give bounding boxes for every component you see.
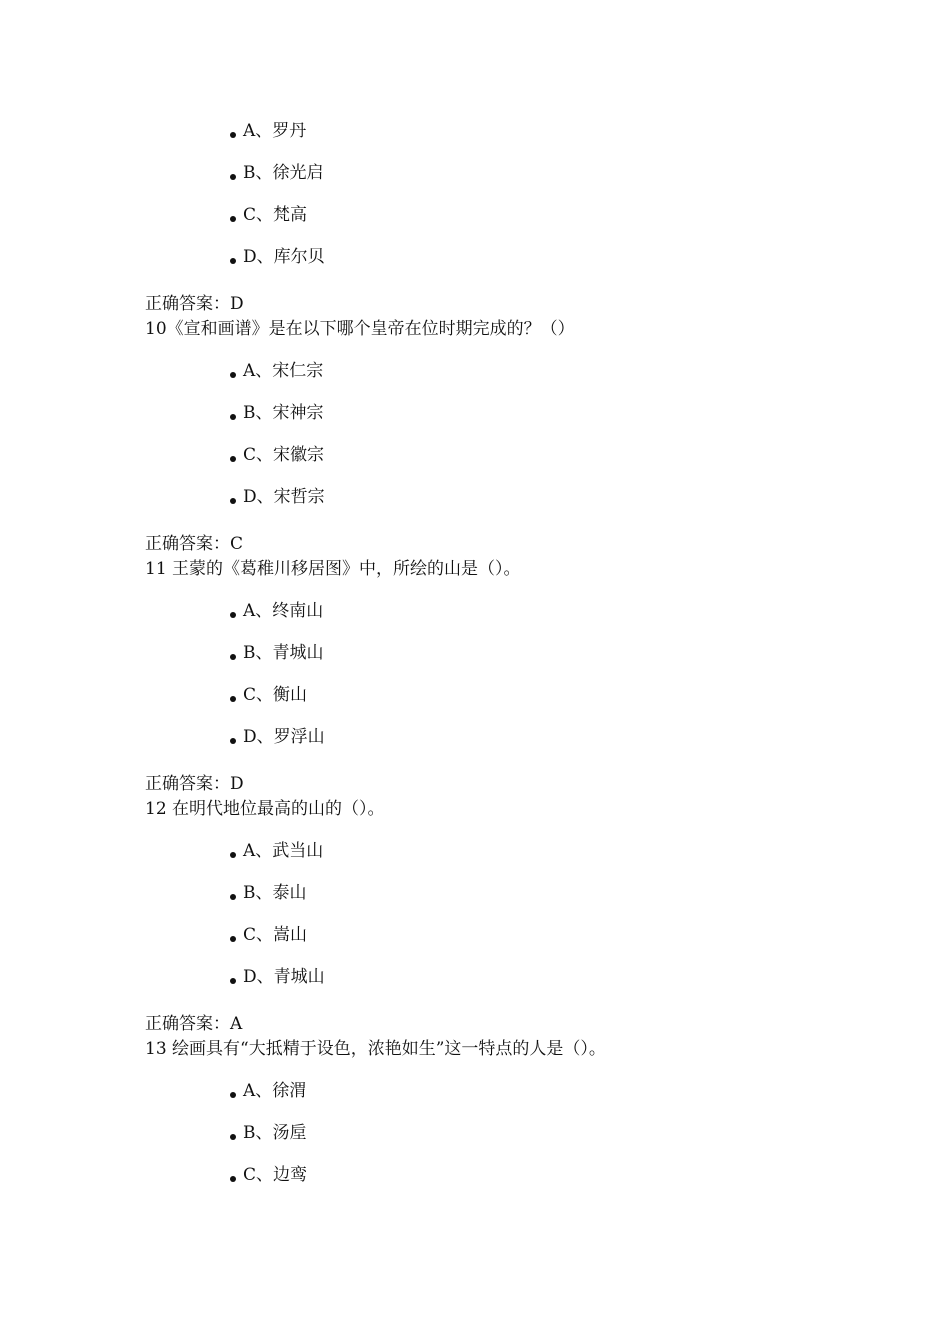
option-text: C、宋徽宗 [243, 445, 325, 465]
option-item [230, 1165, 307, 1185]
option-item [230, 487, 325, 507]
option-item [230, 163, 324, 183]
bullet-icon [230, 132, 236, 138]
option-text: D、青城山 [243, 967, 325, 987]
option-item [230, 841, 323, 861]
bullet-icon [230, 612, 236, 618]
option-text: A、终南山 [243, 601, 324, 621]
option-text: C、边鸾 [243, 1165, 308, 1185]
question-text: 10《宣和画谱》是在以下哪个皇帝在位时期完成的？（） [145, 319, 575, 339]
bullet-icon [230, 174, 236, 180]
option-text: D、宋哲宗 [243, 487, 325, 507]
option-text: A、徐渭 [243, 1081, 307, 1101]
option-text: B、青城山 [243, 643, 324, 663]
bullet-icon [230, 372, 236, 378]
option-text: A、罗丹 [243, 121, 307, 141]
bullet-icon [230, 696, 236, 702]
bullet-icon [230, 654, 236, 660]
option-item [230, 685, 307, 705]
question-text: 12 在明代地位最高的山的（）。 [145, 799, 385, 819]
bullet-icon [230, 738, 236, 744]
option-item [230, 247, 325, 267]
option-item [230, 1081, 306, 1101]
option-text: A、武当山 [243, 841, 324, 861]
correct-answer: 正确答案：D [145, 774, 244, 794]
option-item [230, 403, 324, 423]
bullet-icon [230, 456, 236, 462]
option-text: A、宋仁宗 [243, 361, 324, 381]
bullet-icon [230, 414, 236, 420]
option-item [230, 925, 307, 945]
option-item [230, 601, 323, 621]
bullet-icon [230, 1176, 236, 1182]
option-item [230, 445, 324, 465]
bullet-icon [230, 1134, 236, 1140]
option-text: B、泰山 [243, 883, 307, 903]
bullet-icon [230, 1092, 236, 1098]
option-text: D、库尔贝 [243, 247, 325, 267]
option-text: C、衡山 [243, 685, 308, 705]
bullet-icon [230, 216, 236, 222]
option-item [230, 361, 323, 381]
correct-answer: 正确答案：C [145, 534, 244, 554]
option-text: D、罗浮山 [243, 727, 325, 747]
question-text: 11 王蒙的《葛稚川移居图》中，所绘的山是（）。 [145, 559, 521, 579]
option-text: B、汤垕 [243, 1123, 307, 1143]
bullet-icon [230, 936, 236, 942]
option-text: B、宋神宗 [243, 403, 324, 423]
option-text: C、嵩山 [243, 925, 308, 945]
option-item [230, 727, 325, 747]
bullet-icon [230, 498, 236, 504]
option-item [230, 1123, 307, 1143]
option-item [230, 883, 307, 903]
question-text: 13 绘画具有“大抵精于设色，浓艳如生”这一特点的人是（）。 [145, 1039, 606, 1059]
option-text: C、梵高 [243, 205, 308, 225]
bullet-icon [230, 852, 236, 858]
option-item [230, 643, 324, 663]
correct-answer: 正确答案：D [145, 294, 244, 314]
option-item [230, 121, 306, 141]
option-item [230, 205, 307, 225]
bullet-icon [230, 258, 236, 264]
option-text: B、徐光启 [243, 163, 324, 183]
correct-answer: 正确答案：A [145, 1014, 243, 1034]
bullet-icon [230, 894, 236, 900]
option-item [230, 967, 325, 987]
bullet-icon [230, 978, 236, 984]
